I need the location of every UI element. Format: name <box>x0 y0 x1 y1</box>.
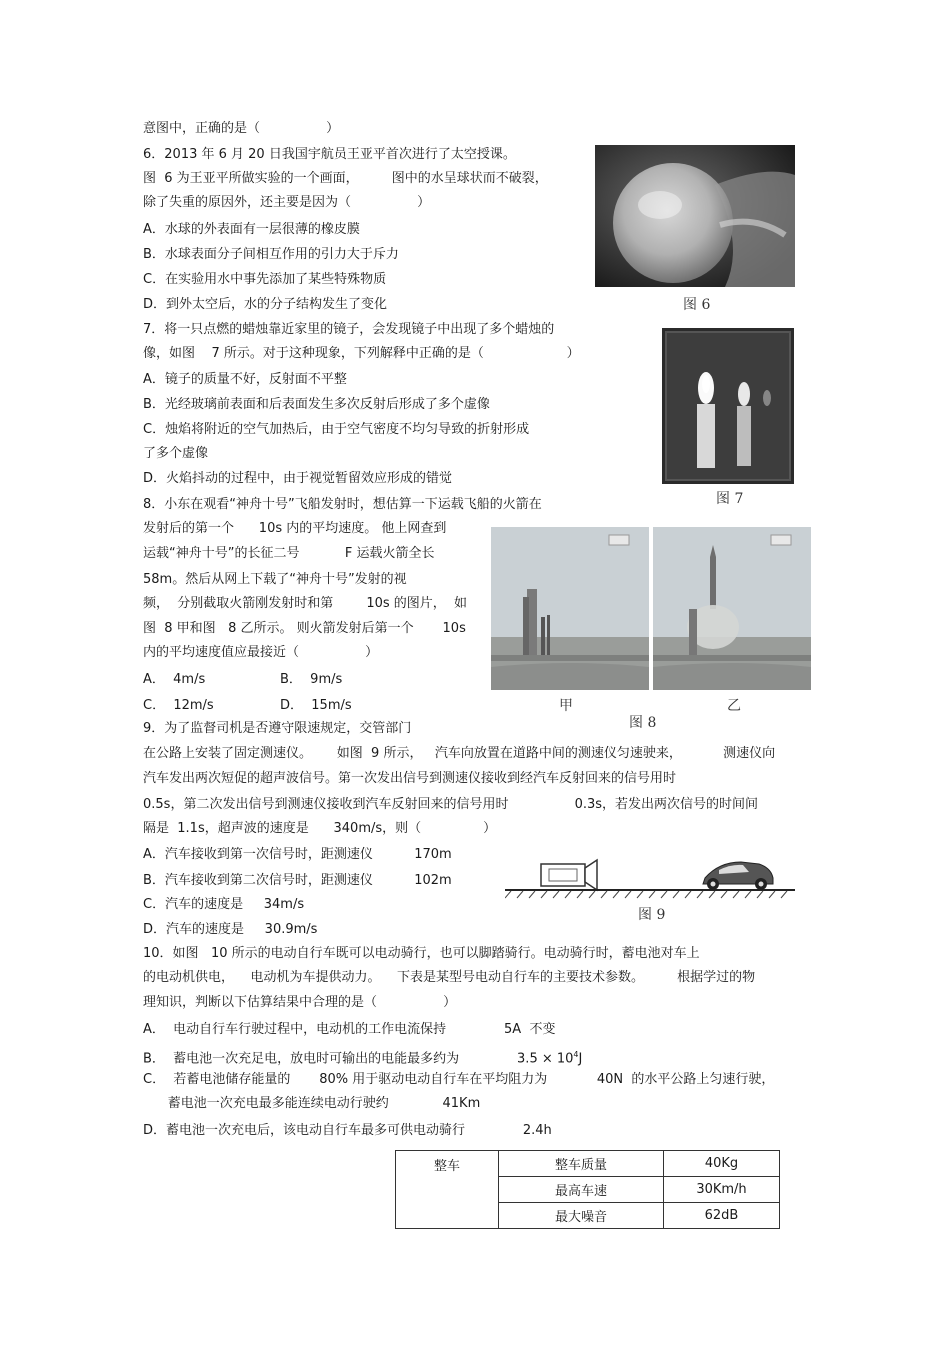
q7-option-a: A．镜子的质量不好，反射面不平整 <box>143 372 347 387</box>
q9-line-2: 在公路上安装了固定测速仪。 如图 9 所示， 汽车向放置在道路中间的测速仪匀速驶来， 测速仪向 <box>143 746 776 761</box>
figure-7-candle-mirror-photo <box>662 328 794 484</box>
q6-option-a: A．水球的外表面有一层很薄的橡皮膜 <box>143 222 360 237</box>
q8-line-5: 频， 分别截取火箭刚发射时和第 10s 的图片， 如 <box>143 596 468 611</box>
figure-8-launch-photo-right <box>653 527 811 690</box>
spec-value-cell: 30Km/h <box>664 1177 780 1203</box>
q8-option-b: B． 9m/s <box>280 672 343 687</box>
q9-line-1: 9．为了监督司机是否遵守限速规定，交管部门 <box>143 721 412 736</box>
q10-option-c: C． 若蓄电池储存能量的 80% 用于驱动电动自行车在平均阻力为 40N 的水平公路上匀速行驶， <box>143 1072 775 1087</box>
q8-option-c: C． 12m/s <box>143 698 214 713</box>
q7-line-2: 像，如图 7 所示。对于这种现象，下列解释中正确的是（ ） <box>143 346 580 361</box>
intro-line: 意图中，正确的是（ ） <box>143 121 340 136</box>
q10-option-b <box>143 1046 582 1068</box>
q6-option-d: D．到外太空后，水的分子结构发生了变化 <box>143 297 388 312</box>
q8-line-7: 内的平均速度值应最接近（ ） <box>143 645 379 660</box>
figure-9-speed-meter-diagram <box>505 852 795 900</box>
figure-7-caption: 图 7 <box>716 491 744 507</box>
figure-6-water-ball-photo <box>595 145 795 287</box>
q8-option-a: A． 4m/s <box>143 672 206 687</box>
q8-line-3: 运载“神舟十号”的长征二号 F 运载火箭全长 <box>143 546 435 561</box>
q7-option-c: C．烛焰将附近的空气加热后，由于空气密度不均匀导致的折射形成 <box>143 422 530 437</box>
q7-option-c-cont: 了多个虚像 <box>143 446 209 461</box>
q10-option-b-exponent: 4 <box>573 1050 579 1059</box>
q10-option-b-text: B． 蓄电池一次充足电，放电时可输出的电能最多约为 3.5 × 10 <box>143 1051 574 1067</box>
q9-line-5: 隔是 1.1s，超声波的速度是 340m/s，则（ ） <box>143 821 497 836</box>
q6-line-2: 图 6 为王亚平所做实验的一个画面， 图中的水呈球状而不破裂， <box>143 171 548 186</box>
q9-line-3: 汽车发出两次短促的超声波信号。第一次发出信号到测速仪接收到经汽车反射回来的信号用时 <box>143 771 677 786</box>
q10-option-d: D．蓄电池一次充电后，该电动自行车最多可供电动骑行 2.4h <box>143 1123 552 1138</box>
spec-value-cell: 62dB <box>664 1203 780 1229</box>
spec-group-cell: 整车 <box>396 1151 499 1229</box>
q8-line-1: 8．小东在观看“神舟十号”飞船发射时，想估算一下运载飞船的火箭在 <box>143 497 542 512</box>
spec-value-cell: 40Kg <box>664 1151 780 1177</box>
q10-line-1: 10．如图 10 所示的电动自行车既可以电动骑行，也可以脚踏骑行。电动骑行时，蓄电池对车上 <box>143 946 700 961</box>
figure-6-caption: 图 6 <box>683 297 711 313</box>
q9-option-b: B．汽车接收到第二次信号时，距测速仪 102m <box>143 873 452 888</box>
q7-option-d: D．火焰抖动的过程中，由于视觉暂留效应形成的错觉 <box>143 471 453 486</box>
figure-8-label-right: 乙 <box>727 698 741 714</box>
q8-line-6: 图 8 甲和图 8 乙所示。 则火箭发射后第一个 10s <box>143 621 466 636</box>
q7-line-1: 7．将一只点燃的蜡烛靠近家里的镜子，会发现镜子中出现了多个蜡烛的 <box>143 322 555 337</box>
q6-option-b: B．水球表面分子间相互作用的引力大于斥力 <box>143 247 399 262</box>
q9-line-4: 0.5s，第二次发出信号到测速仪接收到汽车反射回来的信号用时 0.3s，若发出两次信号的时间间 <box>143 797 759 812</box>
q6-line-1: 6．2013 年 6 月 20 日我国宇航员王亚平首次进行了太空授课。 <box>143 147 516 162</box>
figure-8-label-left: 甲 <box>559 698 573 714</box>
figure-9-caption: 图 9 <box>638 907 666 923</box>
q10-option-b-unit: J <box>578 1051 583 1067</box>
q6-option-c: C．在实验用水中事先添加了某些特殊物质 <box>143 272 387 287</box>
q10-line-3: 理知识，判断以下估算结果中合理的是（ ） <box>143 995 457 1010</box>
q8-line-4: 58m。然后从网上下载了“神舟十号”发射的视 <box>143 572 407 587</box>
figure-8-launch-photo-left <box>491 527 649 690</box>
spec-label-cell: 整车质量 <box>499 1151 664 1177</box>
q10-option-c-cont: 蓄电池一次充电最多能连续电动行驶约 41Km <box>143 1096 481 1111</box>
table-row <box>396 1151 780 1177</box>
figure-8-caption: 图 8 <box>629 715 657 731</box>
spec-label-cell: 最高车速 <box>499 1177 664 1203</box>
q8-line-2: 发射后的第一个 10s 内的平均速度。 他上网查到 <box>143 521 447 536</box>
q7-option-b: B．光经玻璃前表面和后表面发生多次反射后形成了多个虚像 <box>143 397 490 412</box>
spec-label-cell: 最大噪音 <box>499 1203 664 1229</box>
q10-line-2: 的电动机供电， 电动机为车提供动力。 下表是某型号电动自行车的主要技术参数。 根据学过的物 <box>143 970 756 985</box>
q9-option-a: A．汽车接收到第一次信号时，距测速仪 170m <box>143 847 452 862</box>
spec-table <box>395 1150 780 1229</box>
q8-option-d: D． 15m/s <box>280 698 352 713</box>
q6-line-3: 除了失重的原因外，还主要是因为（ ） <box>143 195 431 210</box>
q9-option-d: D．汽车的速度是 30.9m/s <box>143 922 318 937</box>
q10-option-a: A． 电动自行车行驶过程中，电动机的工作电流保持 5A 不变 <box>143 1022 556 1037</box>
q9-option-c: C．汽车的速度是 34m/s <box>143 897 305 912</box>
